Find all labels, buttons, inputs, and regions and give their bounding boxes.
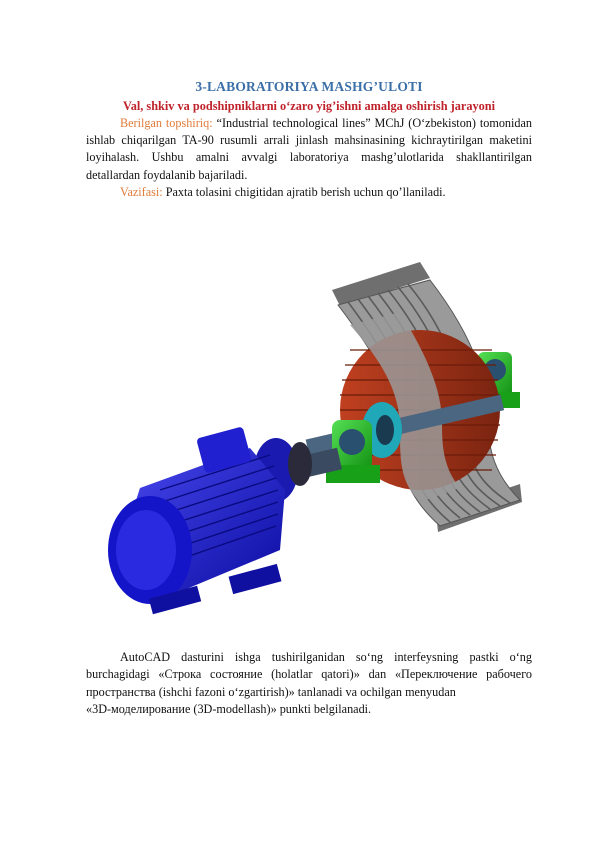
given-task-text: “Industrial technological lines” MChJ (O‘zbekiston) tomonidan ishlab chiqarilgan TA-90 rusumli arrali jinlash mahsinasining kichraytirilgan maketini loyihalash. Ushbu amalni avvalgi laboratoriya mashg’ulotlarida shakllantirilgan detallardan foydalanib bajariladi. (86, 116, 532, 182)
gin-assembly-illustration (100, 250, 530, 630)
autocad-paragraph-continuation: «3D-моделирование (3D-modellash)» punkti belgilanadi. (86, 701, 372, 716)
gin-assembly-figure (100, 250, 530, 630)
purpose-label: Vazifasi: (120, 184, 163, 199)
page-subtitle: Val, shkiv va podshipniklarni o‘zaro yig’ishni amalga oshirish jarayoni (122, 99, 496, 113)
document-page (86, 78, 532, 201)
autocad-paragraph: AutoCAD dasturini ishga tushirilganidan so‘ng interfeysning pastki o‘ng burchagidagi «Строка состояние (holatlar qatori)» dan «Переключение рабочего пространства (ishchi fazoni o‘zgartirish)» tanlanadi va ochilgan menyudan (86, 650, 532, 699)
page-title: 3-LABORATORIYA MASHG’ULOTI (195, 79, 423, 94)
given-task-label: Berilgan topshiriq: (120, 116, 213, 130)
given-task-paragraph (86, 115, 532, 184)
purpose-paragraph (86, 184, 532, 201)
purpose-text: Paxta tolasini chigitidan ajratib berish uchun qo’llaniladi. (162, 184, 446, 199)
bottom-text-block (86, 649, 532, 718)
